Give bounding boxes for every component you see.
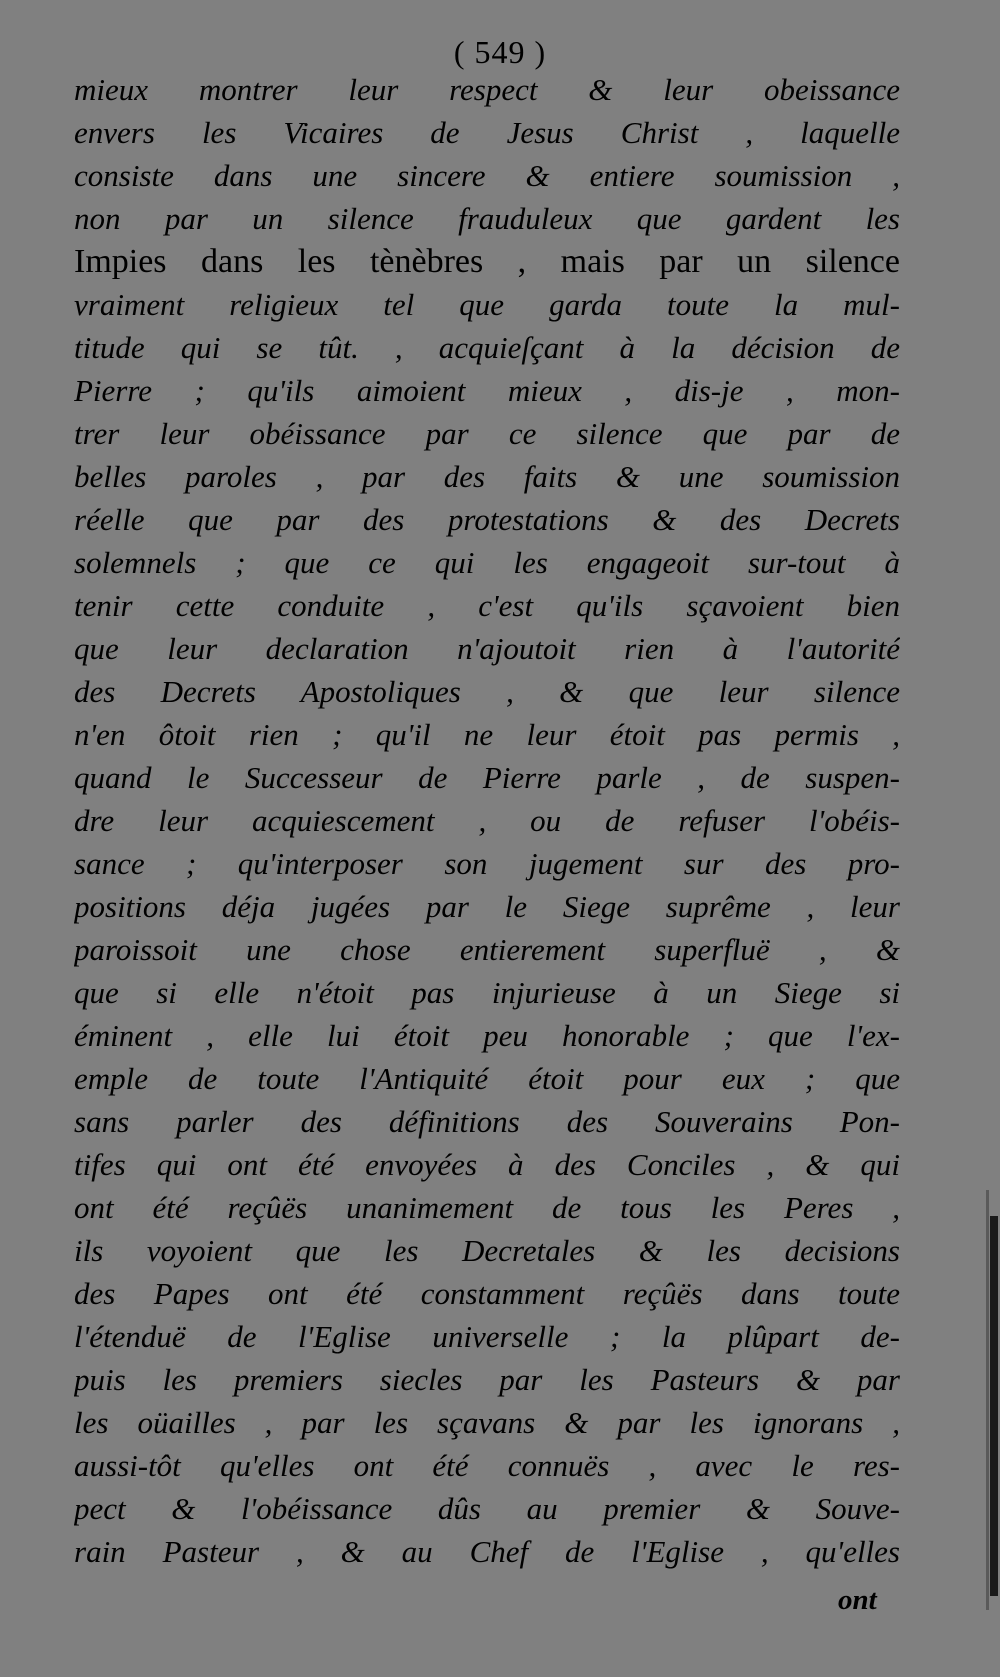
text-line: rain Pasteur , & au Chef de l'Eglise , qu'elles	[74, 1534, 900, 1569]
text-line: paroissoit une chose entierement superfluë , &	[74, 932, 900, 967]
text-line: que si elle n'étoit pas injurieuse à un Siege si	[74, 975, 900, 1010]
text-line: pect & l'obéissance dûs au premier & Souve-	[74, 1491, 900, 1526]
text-line: vraiment religieux tel que garda toute la mul-	[74, 287, 900, 322]
page-number: ( 549 )	[453, 34, 547, 70]
text-line: solemnels ; que ce qui les engageoit sur-tout à	[74, 545, 900, 580]
text-line: quand le Successeur de Pierre parle , de suspen-	[74, 760, 900, 795]
text-line: consiste dans une sincere & entiere soumission ,	[74, 158, 900, 193]
text-line: les oüailles , par les sçavans & par les ignorans ,	[74, 1405, 900, 1440]
text-line: non par un silence frauduleux que gardent les	[74, 201, 900, 236]
text-line: aussi-tôt qu'elles ont été connuës , avec le res-	[74, 1448, 900, 1483]
catchword: ont	[838, 1584, 877, 1616]
body-text	[74, 68, 900, 1573]
text-line: ont été reçûës unanimement de tous les Peres ,	[74, 1190, 900, 1225]
text-line: sance ; qu'interposer son jugement sur des pro-	[74, 846, 900, 881]
text-line: des Decrets Apostoliques , & que leur silence	[74, 674, 900, 709]
text-line: sans parler des définitions des Souverains Pon-	[74, 1104, 900, 1139]
text-line: belles paroles , par des faits & une soumission	[74, 459, 900, 494]
text-line: ils voyoient que les Decretales & les decisions	[74, 1233, 900, 1268]
binding-shadow	[990, 1216, 998, 1596]
text-line: envers les Vicaires de Jesus Christ , laquelle	[74, 115, 900, 150]
text-line: n'en ôtoit rien ; qu'il ne leur étoit pas permis ,	[74, 717, 900, 752]
text-line: Impies dans les tènèbres , mais par un silence	[74, 243, 900, 280]
text-line: Pierre ; qu'ils aimoient mieux , dis-je , mon-	[74, 373, 900, 408]
text-line: puis les premiers siecles par les Pasteurs & par	[74, 1362, 900, 1397]
binding-edge	[986, 1190, 989, 1610]
text-line: emple de toute l'Antiquité étoit pour eux ; que	[74, 1061, 900, 1096]
text-line: réelle que par des protestations & des Decrets	[74, 502, 900, 537]
text-line: l'étenduë de l'Eglise universelle ; la plûpart de-	[74, 1319, 900, 1354]
text-line: tenir cette conduite , c'est qu'ils sçavoient bien	[74, 588, 900, 623]
text-line: éminent , elle lui étoit peu honorable ; que l'ex-	[74, 1018, 900, 1053]
text-line: mieux montrer leur respect & leur obeissance	[74, 72, 900, 107]
text-line: trer leur obéissance par ce silence que par de	[74, 416, 900, 451]
text-line: tifes qui ont été envoyées à des Conciles , & qui	[74, 1147, 900, 1182]
text-line: positions déja jugées par le Siege suprême , leur	[74, 889, 900, 924]
text-line: titude qui se tût. , acquieſçant à la décision de	[74, 330, 900, 365]
text-line: des Papes ont été constamment reçûës dans toute	[74, 1276, 900, 1311]
text-line: que leur declaration n'ajoutoit rien à l'autorité	[74, 631, 900, 666]
text-line: dre leur acquiescement , ou de refuser l'obéis-	[74, 803, 900, 838]
